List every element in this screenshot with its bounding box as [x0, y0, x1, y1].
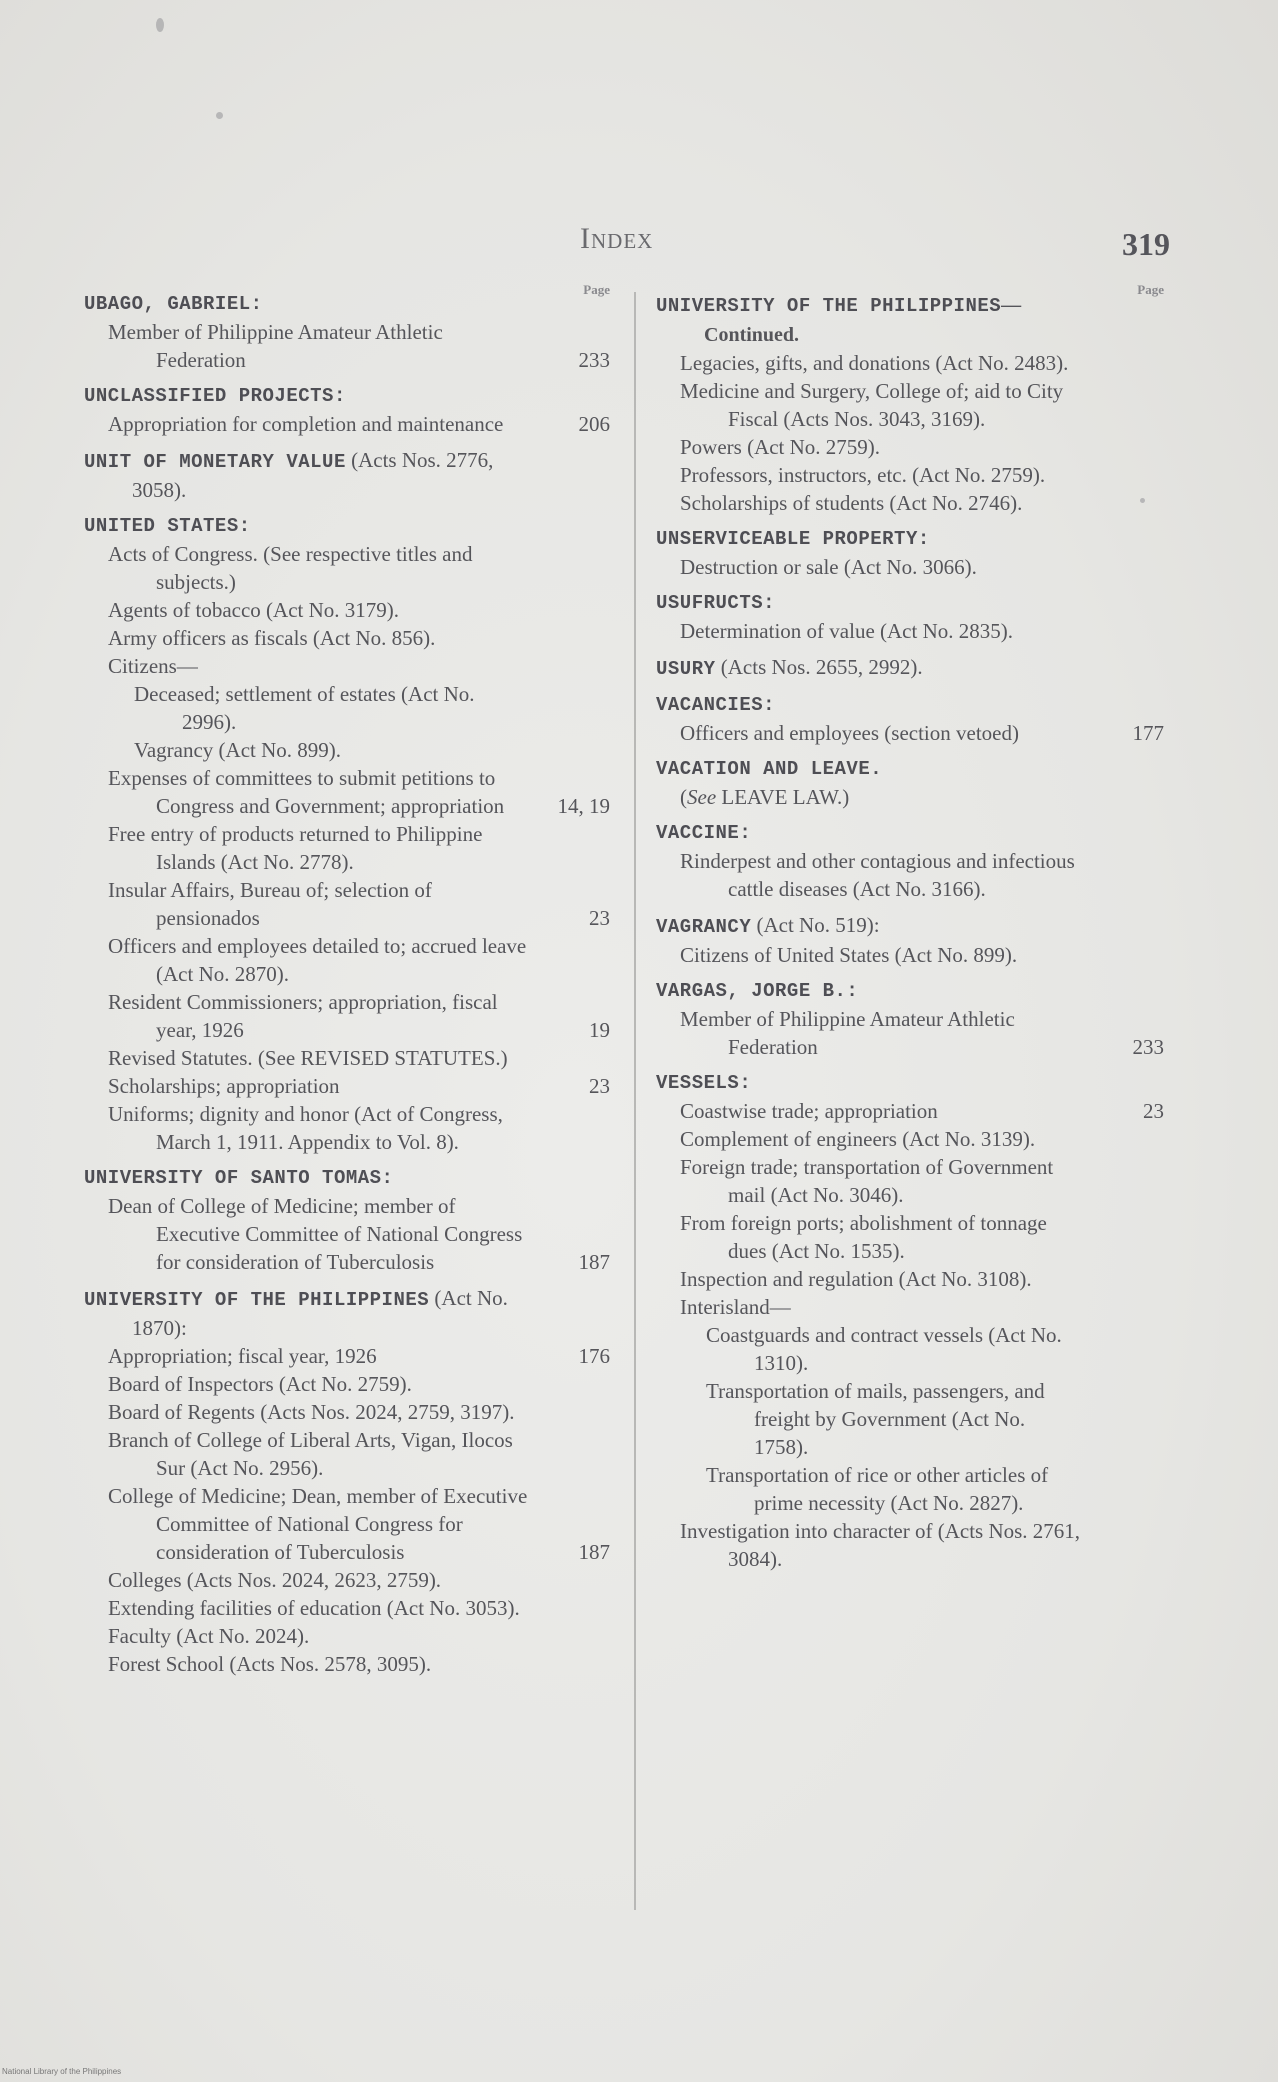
index-entry: Destruction or sale (Act No. 3066). [680, 555, 977, 579]
index-entry: Interisland— [680, 1295, 791, 1319]
index-entry: Uniforms; dignity and honor (Act of Congress, March 1, 1911. Appendix to Vol. 8). [108, 1102, 503, 1154]
index-subentry: Deceased; settlement of estates (Act No. 2996). [134, 682, 475, 734]
page-ref: 176 [578, 1344, 610, 1368]
index-entry: Faculty (Act No. 2024). [108, 1624, 310, 1648]
index-subentry: Coastguards and contract vessels (Act No. 1310). [706, 1323, 1062, 1375]
page-ref: 206 [578, 412, 610, 436]
index-entry: Board of Regents (Acts Nos. 2024, 2759, 3197). [108, 1400, 515, 1424]
index-entry: Free entry of products returned to Philippine Islands (Act No. 2778). [108, 822, 483, 874]
index-column-left [84, 282, 610, 1678]
page-ref: 177 [1132, 721, 1164, 745]
index-entry: Rinderpest and other contagious and infectious cattle diseases (Act No. 3166). [680, 849, 1075, 901]
index-entry: Officers and employees detailed to; accrued leave (Act No. 2870). [108, 934, 527, 986]
index-entry: From foreign ports; abolishment of tonnage dues (Act No. 1535). [680, 1211, 1047, 1263]
scan-speck [216, 112, 223, 119]
index-heading: UNIVERSITY OF SANTO TOMAS: [84, 1167, 394, 1189]
index-entry: Extending facilities of education (Act No. 3053). [108, 1596, 520, 1620]
index-column-right [656, 282, 1164, 1573]
index-entry: Professors, instructors, etc. (Act No. 2759). [680, 463, 1046, 487]
index-entry: Officers and employees (section vetoed) 177 [680, 721, 1164, 745]
index-heading: VACANCIES: [656, 694, 776, 716]
index-entry: Coastwise trade; appropriation 23 [680, 1099, 1164, 1123]
index-heading: VESSELS: [656, 1072, 752, 1094]
index-entry: Expenses of committees to submit petitions to Congress and Government; appropriation 14, 19 [108, 766, 610, 818]
index-entry: Forest School (Acts Nos. 2578, 3095). [108, 1652, 432, 1676]
index-entry: (See LEAVE LAW.) [680, 785, 850, 809]
index-entry: Army officers as fiscals (Act No. 856). [108, 626, 436, 650]
index-entry: Scholarships; appropriation 23 [108, 1074, 610, 1098]
page-ref: 23 [589, 1074, 610, 1098]
page-ref: 187 [578, 1540, 610, 1564]
index-entry: Determination of value (Act No. 2835). [680, 619, 1013, 643]
index-entry: Branch of College of Liberal Arts, Vigan, Ilocos Sur (Act No. 2956). [108, 1428, 513, 1480]
index-heading: UNIT OF MONETARY VALUE (Acts Nos. 2776, 3058). [84, 448, 494, 502]
index-entry: Foreign trade; transportation of Government mail (Act No. 3046). [680, 1155, 1054, 1207]
index-subentry: Transportation of mails, passengers, and freight by Government (Act No. 1758). [706, 1379, 1045, 1459]
page-ref: 14, 19 [557, 794, 610, 818]
index-entry: Legacies, gifts, and donations (Act No. 2483). [680, 351, 1069, 375]
index-entry: Member of Philippine Amateur Athletic Federation 233 [680, 1007, 1164, 1059]
page-column-label: Page [583, 282, 610, 297]
page-ref: 233 [1132, 1035, 1164, 1059]
index-heading: VAGRANCY (Act No. 519): [656, 913, 880, 938]
index-entry: Citizens of United States (Act No. 899). [680, 943, 1018, 967]
page-number: 319 [1122, 226, 1170, 262]
page-ref: 23 [589, 906, 610, 930]
index-heading: UNCLASSIFIED PROJECTS: [84, 385, 346, 407]
column-divider [634, 292, 636, 1910]
page-ref: 23 [1143, 1099, 1164, 1123]
index-entry: College of Medicine; Dean, member of Executive Committee of National Congress for consideration of Tuberculosis 187 [108, 1484, 610, 1564]
index-heading: UNITED STATES: [84, 515, 251, 537]
scan-speck [156, 18, 164, 32]
index-entry: Member of Philippine Amateur Athletic Federation 233 [108, 320, 610, 372]
index-entry: Acts of Congress. (See respective titles and subjects.) [108, 542, 473, 594]
page-ref: 233 [578, 348, 610, 372]
index-heading: VACCINE: [656, 822, 752, 844]
index-entry: Agents of tobacco (Act No. 3179). [108, 598, 400, 622]
page-ref: 19 [589, 1018, 610, 1042]
index-heading: UBAGO, GABRIEL: [84, 293, 263, 315]
index-entry: Inspection and regulation (Act No. 3108). [680, 1267, 1032, 1291]
index-entry: Powers (Act No. 2759). [680, 435, 881, 459]
index-entry: Scholarships of students (Act No. 2746). [680, 491, 1023, 515]
index-entry: Citizens— [108, 654, 198, 678]
index-entry: Appropriation; fiscal year, 1926 176 [108, 1344, 610, 1368]
index-entry: Resident Commissioners; appropriation, fiscal year, 1926 19 [108, 990, 610, 1042]
index-entry: Colleges (Acts Nos. 2024, 2623, 2759). [108, 1568, 442, 1592]
index-heading: VARGAS, JORGE B.: [656, 980, 859, 1002]
index-heading: UNSERVICEABLE PROPERTY: [656, 528, 930, 550]
index-subentry: Vagrancy (Act No. 899). [134, 738, 342, 762]
scan-credit: National Library of the Philippines [2, 2067, 122, 2076]
index-entry: Complement of engineers (Act No. 3139). [680, 1127, 1036, 1151]
page-ref: 187 [578, 1250, 610, 1274]
index-entry: Revised Statutes. (See REVISED STATUTES.) [108, 1046, 508, 1070]
index-heading: VACATION AND LEAVE. [656, 758, 883, 780]
index-heading: USURY (Acts Nos. 2655, 2992). [656, 655, 923, 680]
index-entry: Insular Affairs, Bureau of; selection of pensionados 23 [108, 878, 610, 930]
index-entry: Medicine and Surgery, College of; aid to City Fiscal (Acts Nos. 3043, 3169). [680, 379, 1064, 431]
index-subentry: Transportation of rice or other articles of prime necessity (Act No. 2827). [706, 1463, 1049, 1515]
index-entry: Board of Inspectors (Act No. 2759). [108, 1372, 412, 1396]
index-heading: UNIVERSITY OF THE PHILIPPINES—Continued. [656, 294, 1022, 346]
page-column-label: Page [1137, 282, 1164, 297]
index-entry: Appropriation for completion and maintenance 206 [108, 412, 610, 436]
index-heading: UNIVERSITY OF THE PHILIPPINES (Act No. 1870): [84, 1286, 508, 1340]
index-entry: Dean of College of Medicine; member of Executive Committee of National Congress for consideration of Tuberculosis 187 [108, 1194, 610, 1274]
page-title: Index [580, 222, 654, 255]
index-entry: Investigation into character of (Acts Nos. 2761, 3084). [680, 1519, 1081, 1571]
index-heading: USUFRUCTS: [656, 592, 776, 614]
